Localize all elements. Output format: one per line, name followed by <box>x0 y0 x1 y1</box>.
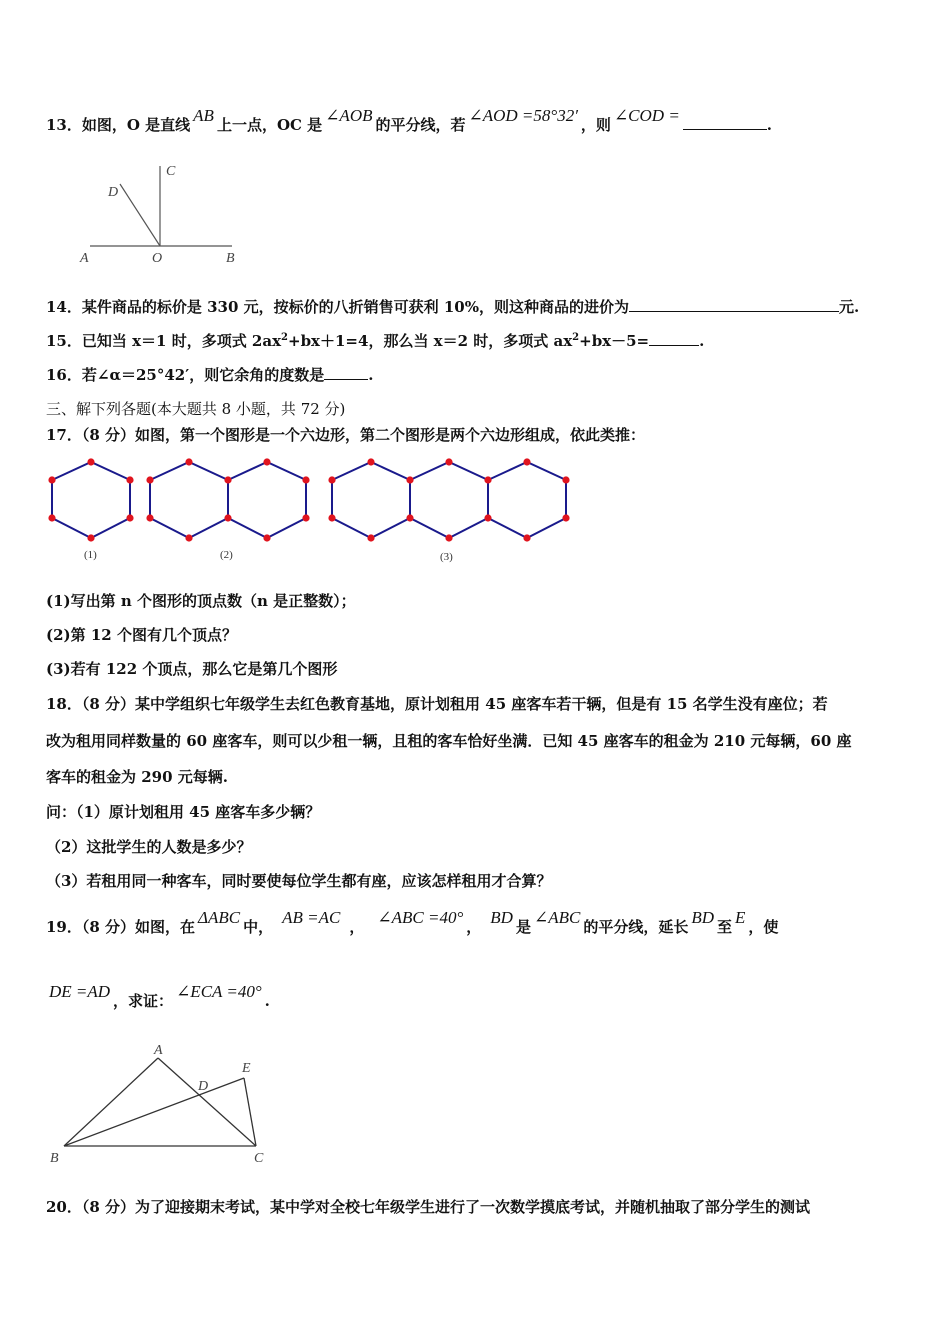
label-d: D <box>108 185 119 200</box>
question-number: 13． <box>46 116 82 134</box>
hexagon <box>488 462 566 538</box>
q19-text-5: 的平分线，延长 <box>583 918 689 936</box>
answer-blank <box>324 365 368 380</box>
q17-part-1: (1)写出第 n 个图形的顶点数（n 是正整数）； <box>46 592 356 610</box>
q18-line-1: 18．（8 分）某中学组织七年级学生去红色教育基地，原计划租用 45 座客车若干辆，但是有 15 名学生没有座位；若 <box>46 695 828 713</box>
question-16 <box>46 364 373 385</box>
label-b: B <box>50 1151 59 1166</box>
q14-end: 元. <box>838 298 860 316</box>
q19-text-2: ， <box>349 918 365 936</box>
q13-text-4: ，则 <box>580 116 611 134</box>
question-19 <box>46 908 779 937</box>
hexagon-vertex <box>48 514 55 521</box>
q19-text-7: ，使 <box>748 918 779 936</box>
q19-end: . <box>264 992 270 1010</box>
math-angle-eca-40: ∠ECA =40° <box>176 982 262 1001</box>
q15-end: . <box>699 332 705 350</box>
label-c: C <box>166 164 176 179</box>
hexagon-vertex <box>185 458 192 465</box>
q19-text-4: 是 <box>515 918 531 936</box>
label-a: A <box>154 1043 163 1058</box>
hexagon-vertex <box>302 476 309 483</box>
hexagon-vertex <box>87 458 94 465</box>
hexagon <box>52 462 130 538</box>
q15-text-1: 15．已知当 x＝1 时，多项式 2ax <box>46 332 282 350</box>
q14-text: 14．某件商品的标价是 330 元，按标价的八折销售可获利 10%，则这种商品的进价为 <box>46 298 629 316</box>
answer-blank <box>629 297 839 312</box>
q18-question-1: 问：（1）原计划租用 45 座客车多少辆？ <box>46 803 321 821</box>
side-ab <box>64 1058 158 1146</box>
hexagon-vertex <box>263 534 270 541</box>
label-b: B <box>226 251 235 266</box>
hexagon <box>332 462 410 538</box>
figure-triangle-abc <box>44 1040 284 1168</box>
q16-end: . <box>368 366 374 384</box>
exponent: 2 <box>572 332 580 343</box>
q18-question-3: （3）若租用同一种客车，同时要使每位学生都有座，应该怎样租用才合算？ <box>46 872 552 890</box>
math-angle-abc: ∠ABC <box>533 908 581 927</box>
hexagon-vertex <box>328 476 335 483</box>
hexagon-vertex <box>48 476 55 483</box>
question-19-continued <box>46 982 270 1011</box>
q18-line-2: 改为租用同样数量的 60 座客车，则可以少租一辆，且租的客车恰好坐满．已知 45 座客车的租金为 210 元每辆，60 座 <box>46 732 852 750</box>
question-17: 17．（8 分）如图，第一个图形是一个六边形，第二个图形是两个六边形组成，依此类推： <box>46 426 646 444</box>
hexagon-vertex <box>562 476 569 483</box>
math-angle-abc-40: ∠ABC =40° <box>377 908 464 927</box>
hexagon-vertex <box>126 514 133 521</box>
q13-text-2: 上一点，OC 是 <box>216 116 323 134</box>
hexagon-vertex <box>224 476 231 483</box>
hexagon <box>228 462 306 538</box>
section-heading: 三、解下列各题(本大题共 8 小题，共 72 分) <box>46 400 346 418</box>
q15-text-2: +bx＋1=4，那么当 x＝2 时，多项式 ax <box>288 332 573 350</box>
math-e: E <box>735 908 746 927</box>
caption-1: (1) <box>84 549 97 561</box>
label-a: A <box>80 251 89 266</box>
period: . <box>766 116 773 134</box>
q15-text-3: +bx－5= <box>579 332 650 350</box>
answer-blank <box>649 331 699 346</box>
hexagon-vertex <box>146 514 153 521</box>
hexagon-vertex <box>406 476 413 483</box>
math-ab-eq-ac: AB =AC <box>282 908 341 927</box>
figure-angle-aob <box>76 158 246 270</box>
label-e: E <box>242 1061 251 1076</box>
q18-question-2: （2）这批学生的人数是多少？ <box>46 838 252 856</box>
q19-text-6: 至 <box>717 918 733 936</box>
hexagon-vertex <box>302 514 309 521</box>
caption-2: (2) <box>220 549 233 561</box>
hexagon <box>410 462 488 538</box>
hexagon-vertex <box>484 476 491 483</box>
math-angle-cod: ∠COD = <box>613 106 680 125</box>
label-d: D <box>198 1079 209 1094</box>
hexagon-vertex <box>263 458 270 465</box>
math-bd: BD <box>691 908 715 927</box>
q19-text-0: 19．（8 分）如图，在 <box>46 918 196 936</box>
hexagon-vertex <box>562 514 569 521</box>
hexagon-vertex <box>224 514 231 521</box>
hexagon-vertex <box>523 534 530 541</box>
hexagon-vertex <box>185 534 192 541</box>
math-triangle-abc: ΔABC <box>198 908 241 927</box>
hexagon-vertex <box>328 514 335 521</box>
hexagon <box>150 462 228 538</box>
hexagon-group <box>48 458 569 541</box>
hexagon-vertex <box>146 476 153 483</box>
math-de-eq-ad: DE =AD <box>49 982 111 1001</box>
q13-text-1: 如图，O 是直线 <box>81 116 191 134</box>
q18-line-3: 客车的租金为 290 元每辆. <box>46 768 228 786</box>
label-o: O <box>152 251 163 266</box>
ray-od <box>120 184 160 246</box>
question-20: 20．（8 分）为了迎接期末考试，某中学对全校七年级学生进行了一次数学摸底考试，并随机抽取了部分学生的测试 <box>46 1198 811 1216</box>
hexagon-vertex <box>445 458 452 465</box>
q13-text-3: 的平分线，若 <box>375 116 466 134</box>
math-angle-aod: ∠AOD =58°32′ <box>468 106 578 125</box>
hexagon-vertex <box>406 514 413 521</box>
hexagon-vertex <box>445 534 452 541</box>
hexagon-vertex <box>126 476 133 483</box>
hexagon-pattern-figure <box>40 452 580 568</box>
segment-ec <box>244 1078 256 1146</box>
question-14 <box>46 296 859 317</box>
hexagon-vertex <box>367 534 374 541</box>
q19-text-1: 中， <box>243 918 274 936</box>
answer-blank <box>683 115 767 130</box>
label-c: C <box>254 1151 264 1166</box>
question-13 <box>46 106 773 135</box>
q17-part-3: (3)若有 122 个顶点，那么它是第几个图形 <box>46 660 338 678</box>
question-15 <box>46 330 704 351</box>
hexagon-vertex <box>523 458 530 465</box>
caption-3: (3) <box>440 551 453 563</box>
q17-part-2: (2)第 12 个图有几个顶点？ <box>46 626 237 644</box>
segment-be <box>64 1078 244 1146</box>
math-angle-aob: ∠AOB <box>325 106 373 125</box>
hexagon-vertex <box>484 514 491 521</box>
math-ab: AB <box>193 106 214 125</box>
q19-text-3: ， <box>466 918 482 936</box>
q16-text: 16．若∠α＝25°42′，则它余角的度数是 <box>46 366 325 384</box>
math-bd: BD <box>490 908 513 927</box>
q19-text-8: ，求证： <box>113 992 174 1010</box>
hexagon-vertex <box>87 534 94 541</box>
hexagon-vertex <box>367 458 374 465</box>
exponent: 2 <box>281 332 288 343</box>
